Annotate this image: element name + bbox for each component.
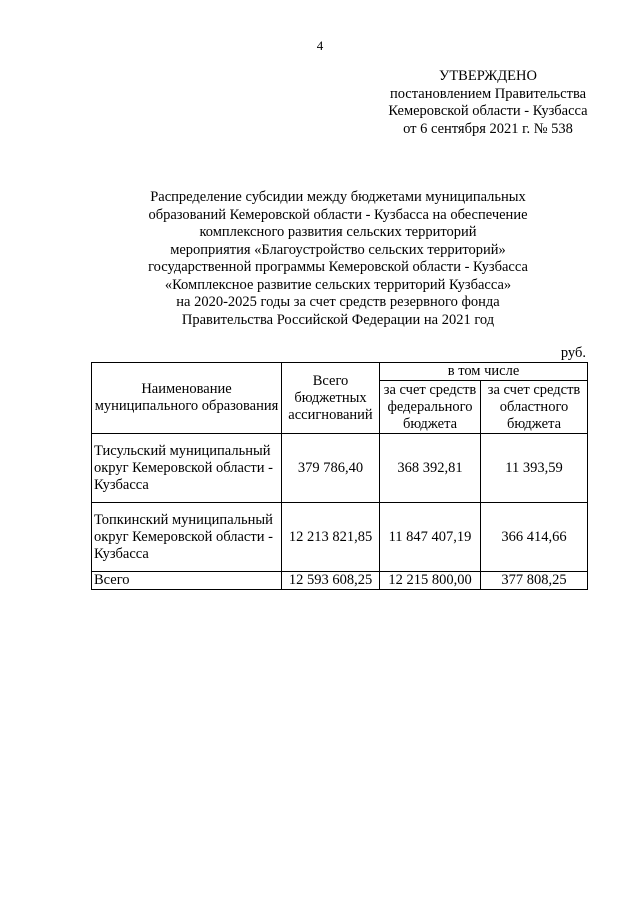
federal-amount: 11 847 407,19 xyxy=(380,503,481,572)
title-line: комплексного развития сельских территорий xyxy=(199,224,477,240)
regional-amount: 11 393,59 xyxy=(481,434,588,503)
grand-total-regional: 377 808,25 xyxy=(481,572,588,590)
title-line: на 2020-2025 годы за счет средств резервного фонда xyxy=(176,294,500,310)
header-including: в том числе xyxy=(380,363,588,381)
currency-unit: руб. xyxy=(560,345,586,361)
title-line: Правительства Российской Федерации на 2021 год xyxy=(181,311,495,328)
title-line: «Комплексное развитие сельских территорий Кузбасса» xyxy=(164,276,512,293)
table-row xyxy=(92,503,588,572)
title-line: государственной программы Кемеровской области - Кузбасса xyxy=(148,259,528,275)
total-amount: 379 786,40 xyxy=(282,434,380,503)
allocation-table xyxy=(91,362,588,590)
municipality-name: Тисульский муниципальный округ Кемеровской области - Кузбасса xyxy=(92,434,282,503)
title-line: мероприятия «Благоустройство сельских территорий» xyxy=(170,241,506,258)
title-line: Распределение субсидии между бюджетами муниципальных xyxy=(150,189,526,205)
total-label: Всего xyxy=(92,572,282,590)
approval-line: Кемеровской области - Кузбасса xyxy=(388,103,588,119)
approval-date: от 6 сентября 2021 г. № 538 xyxy=(403,120,573,137)
federal-amount: 368 392,81 xyxy=(380,434,481,503)
grand-total-federal: 12 215 800,00 xyxy=(380,572,481,590)
table-header-row xyxy=(92,363,588,381)
header-total: Всего бюджетных ассигнований xyxy=(282,363,380,434)
grand-total-amount: 12 593 608,25 xyxy=(282,572,380,590)
header-municipality: Наименование муниципального образования xyxy=(92,363,282,434)
title-line: образований Кемеровской области - Кузбасса на обеспечение xyxy=(148,206,528,223)
total-amount: 12 213 821,85 xyxy=(282,503,380,572)
page-number: 4 xyxy=(316,38,324,53)
approval-heading: УТВЕРЖДЕНО xyxy=(439,68,537,84)
document-title xyxy=(90,189,586,329)
table-row xyxy=(92,434,588,503)
approval-line: постановлением Правительства xyxy=(389,85,587,102)
approval-stamp xyxy=(360,68,616,138)
header-federal: за счет средств федерального бюджета xyxy=(380,381,481,434)
municipality-name: Топкинский муниципальный округ Кемеровской области - Кузбасса xyxy=(92,503,282,572)
regional-amount: 366 414,66 xyxy=(481,503,588,572)
table-total-row xyxy=(92,572,588,590)
header-regional: за счет средств областного бюджета xyxy=(481,381,588,434)
